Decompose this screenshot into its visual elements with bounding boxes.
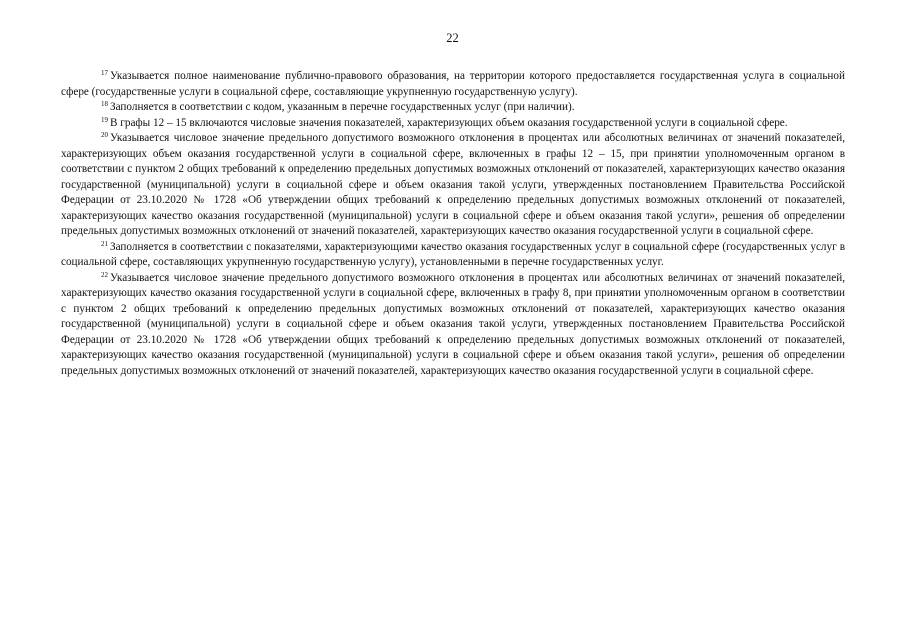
footnote-21 [61,240,845,271]
footnote-17 [61,69,845,100]
footnote-number: 18 [101,100,108,108]
footnote-19 [61,116,845,132]
footnote-number: 20 [101,131,108,139]
footnote-text: В графы 12 – 15 включаются числовые значения показателей, характеризующих объем оказания государственной услуги в социальной сфере. [110,116,788,129]
footnote-text: Указывается полное наименование публично-правового образования, на территории которого предоставляется государственная услуга в социальной сфере (государственные услуги в социальной сфере, составляющие укрупненную государственную услугу). [61,70,845,98]
footnote-number: 19 [101,115,108,124]
footnote-22 [61,271,845,380]
footnote-text: Заполняется в соответствии с показателями, характеризующими качество оказания государственных услуг в социальной сфере (государственных услуг в социальной сфере, составляющих укрупненную государственную услугу), установленными в перечне государственных услуг. [61,240,845,268]
footnote-text: Заполняется в соответствии с кодом, указанным в перечне государственных услуг (при наличии). [110,101,575,113]
footnote-number: 17 [101,69,108,77]
footnote-20 [61,131,845,240]
footnote-number: 22 [101,270,108,279]
footnote-text: Указывается числовое значение предельного допустимого возможного отклонения в процентах или абсолютных величинах от значений показателей, характеризующих качество оказания государственной услуги в социальной сфере, включенных в графу 8, при принятии уполномоченным органом в соответствии с пунктом 2 общих требований к определению предельных допустимых возможных отклонений от показателей, характеризующих качество оказания государственной (муниципальной) услуги в социальной сфере и объем оказания такой услуги, утвержденных постановлением Правительства Российской Федерации от 23.10.2020 № 1728 «Об утверждении общих требований к определению предельных допустимых возможных отклонений от показателей, характеризующих качество оказания государственной (муниципальной) услуги в социальной сфере и объем оказания такой услуги», решения об определении предельных допустимых возможных отклонений от значений показателей, характеризующих качество оказания государственной услуги в социальной сфере. [61,271,845,377]
footnotes-section [61,69,845,379]
footnote-text: Указывается числовое значение предельного допустимого возможного отклонения в процентах или абсолютных величинах от значений показателей, характеризующих объем оказания государственной услуги в социальной сфере, включенных в графы 12 – 15, при принятии уполномоченным органом в соответствии с пунктом 2 общих требований к определению предельных допустимых возможных отклонений от показателей, характеризующих качество оказания государственной (муниципальной) услуги в социальной сфере и объем оказания такой услуги, утвержденных постановлением Правительства Российской Федерации от 23.10.2020 № 1728 «Об утверждении общих требований к определению предельных допустимых возможных отклонений от показателей, характеризующих качество оказания государственной (муниципальной) услуги в социальной сфере и объем оказания такой услуги», решения об определении предельных допустимых возможных отклонений от значений показателей, характеризующих качество оказания государственной услуги в социальной сфере. [61,132,845,237]
footnote-number: 21 [101,239,108,248]
footnote-18 [61,100,845,116]
page-number: 22 [446,31,459,45]
